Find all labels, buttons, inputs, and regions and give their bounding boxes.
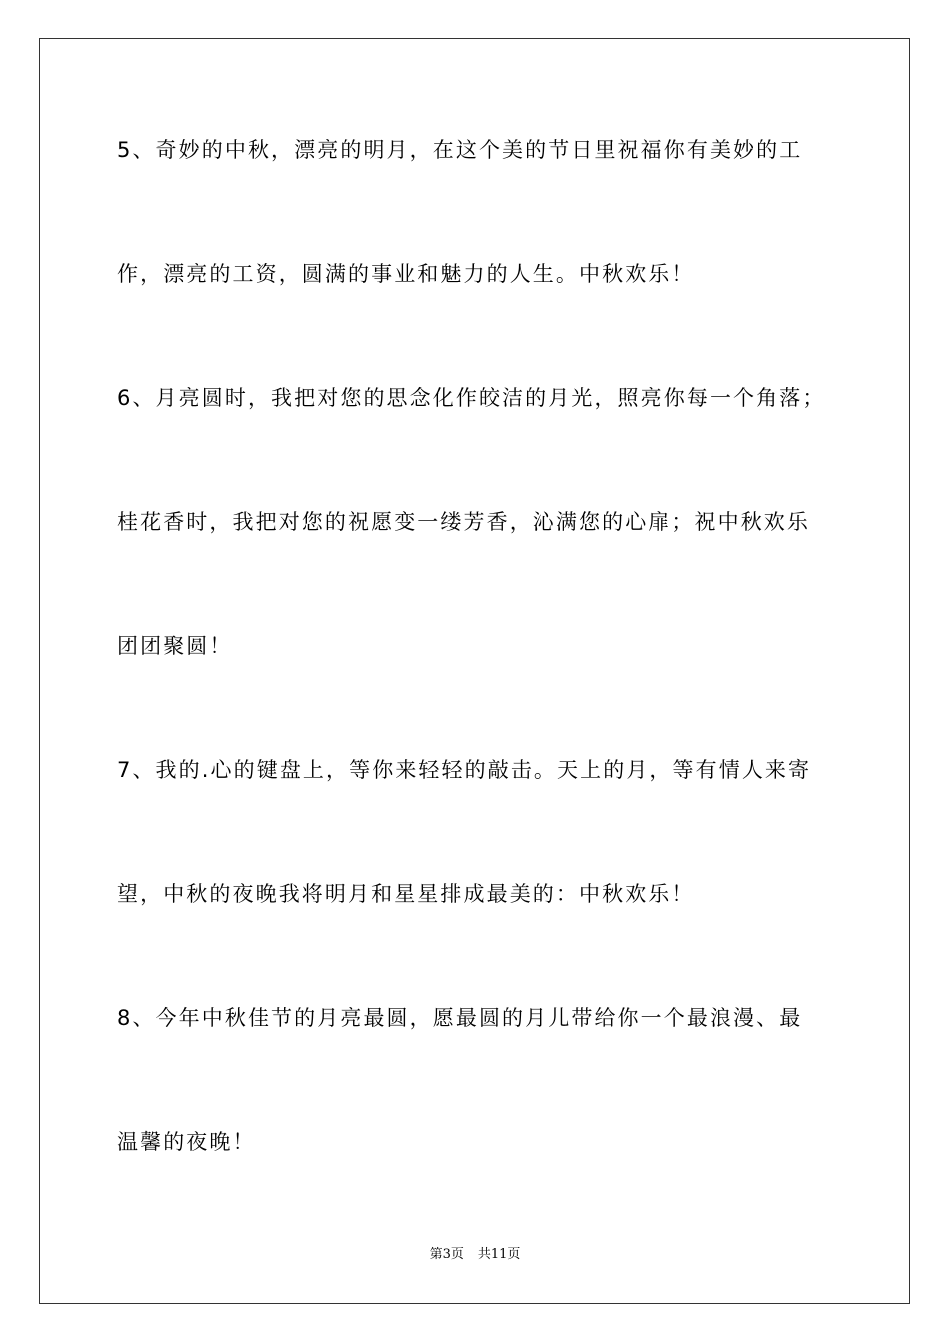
page-border [39,38,910,1304]
text-line: 望，中秋的夜晚我将明月和星星排成最美的：中秋欢乐！ [117,882,695,906]
text-line: 6、月亮圆时，我把对您的思念化作皎洁的月光，照亮你每一个角落； [117,386,826,410]
text-line: 团团聚圆！ [117,634,233,658]
text-line: 7、我的.心的键盘上，等你来轻轻的敲击。天上的月，等有情人来寄 [117,758,812,782]
page-number-total: 共11页 [477,1247,521,1262]
text-line: 桂花香时，我把对您的祝愿变一缕芳香，沁满您的心扉；祝中秋欢乐 [117,510,810,534]
text-line: 5、奇妙的中秋，漂亮的明月，在这个美的节日里祝福你有美妙的工 [117,138,803,162]
page-footer [0,1246,950,1264]
text-line: 温馨的夜晚！ [117,1130,256,1154]
text-line: 8、今年中秋佳节的月亮最圆，愿最圆的月儿带给你一个最浪漫、最 [117,1006,803,1030]
text-line: 作，漂亮的工资，圆满的事业和魅力的人生。中秋欢乐！ [117,262,695,286]
page-number-current: 第3页 [429,1247,464,1262]
